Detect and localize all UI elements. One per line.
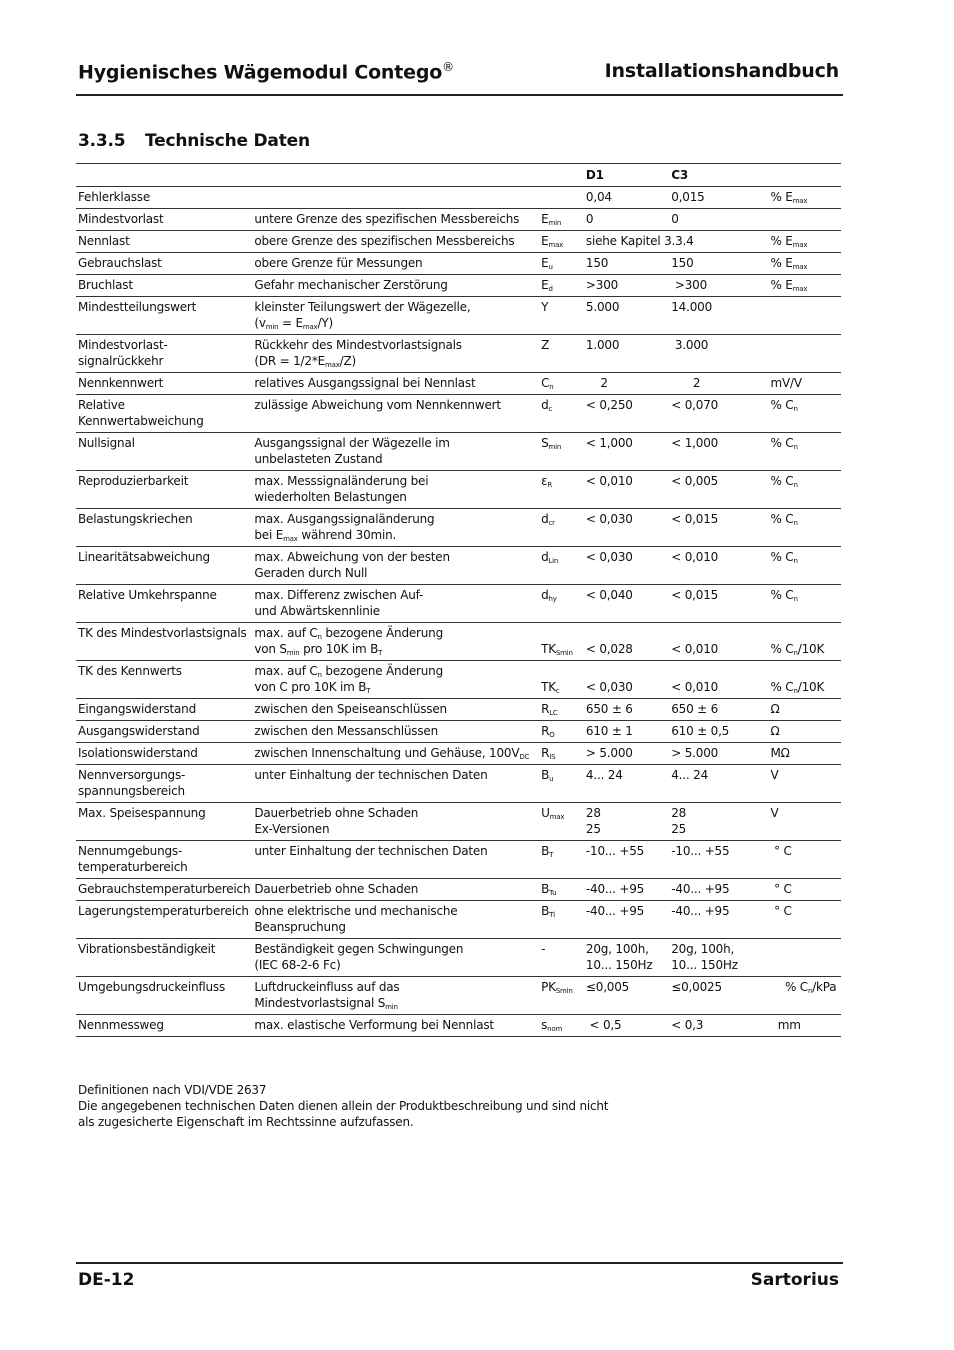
table-cell-d1: -40... +95 (584, 901, 669, 939)
table-cell-c3: -10... +55 (669, 841, 768, 879)
table-cell-unit: % $C_n/10K$ (768, 661, 841, 699)
footnote-line: als zugesicherte Eigenschaft im Rechtssinne aufzufassen. (78, 1115, 414, 1129)
table-cell-symbol: - (539, 939, 584, 977)
column-header-symbol (539, 164, 584, 187)
table-cell-description: max. Messsignaländerung bei wiederholten Belastungen (252, 471, 539, 509)
table-row (76, 471, 841, 509)
table-cell-description: unter Einhaltung der technischen Daten (252, 765, 539, 803)
table-cell-d1: 0,04 (584, 187, 669, 209)
table-cell-d1: siehe Kapitel 3.3.4 (584, 231, 769, 253)
table-cell-parameter: Nennversorgungs- spannungsbereich (76, 765, 252, 803)
table-cell-parameter: Mindestvorlast- signalrückkehr (76, 335, 252, 373)
table-cell-c3: < 0,010 (669, 547, 768, 585)
table-cell-unit (768, 209, 841, 231)
table-cell-d1: -40... +95 (584, 879, 669, 901)
table-row (76, 395, 841, 433)
table-cell-parameter: Relative Kennwertabweichung (76, 395, 252, 433)
table-cell-d1: 4... 24 (584, 765, 669, 803)
table-cell-parameter: Linearitätsabweichung (76, 547, 252, 585)
table-cell-d1: 1.000 (584, 335, 669, 373)
table-cell-symbol: $U_{max}$ (539, 803, 584, 841)
registered-mark: ® (442, 60, 454, 74)
table-cell-symbol: $d_c$ (539, 395, 584, 433)
table-cell-description: Ausgangssignal der Wägezelle im unbelasteten Zustand (252, 433, 539, 471)
table-cell-c3: < 0,005 (669, 471, 768, 509)
table-cell-d1: < 0,030 (584, 547, 669, 585)
table-cell-symbol: $d_{cr}$ (539, 509, 584, 547)
table-cell-c3: > 5.000 (669, 743, 768, 765)
table-cell-parameter: Nullsignal (76, 433, 252, 471)
table-cell-unit (768, 939, 841, 977)
table-cell-unit: ° C (768, 841, 841, 879)
table-cell-d1: 2 (584, 373, 669, 395)
table-cell-c3: 3.000 (669, 335, 768, 373)
table-cell-d1: < 0,028 (584, 623, 669, 661)
table-cell-symbol: Y (539, 297, 584, 335)
table-cell-d1: > 5.000 (584, 743, 669, 765)
page-header (76, 58, 843, 96)
table-cell-description: obere Grenze für Messungen (252, 253, 539, 275)
table-cell-symbol: $E_{min}$ (539, 209, 584, 231)
table-cell-symbol: $R_O$ (539, 721, 584, 743)
table-cell-c3: < 1,000 (669, 433, 768, 471)
table-cell-description: Gefahr mechanischer Zerstörung (252, 275, 539, 297)
table-cell-symbol: $C_n$ (539, 373, 584, 395)
table-cell-parameter: Nennlast (76, 231, 252, 253)
table-cell-symbol: $E_u$ (539, 253, 584, 275)
table-cell-description: obere Grenze des spezifischen Messbereichs (252, 231, 539, 253)
table-cell-unit: % $C_n/10K$ (768, 623, 841, 661)
table-cell-parameter: Eingangswiderstand (76, 699, 252, 721)
table-cell-parameter: Vibrationsbeständigkeit (76, 939, 252, 977)
page-number: DE-12 (78, 1270, 135, 1290)
table-cell-c3: 28 25 (669, 803, 768, 841)
table-cell-parameter: Max. Speisespannung (76, 803, 252, 841)
table-cell-unit: Ω (768, 699, 841, 721)
table-cell-description: zwischen den Speiseanschlüssen (252, 699, 539, 721)
table-cell-parameter: Isolationswiderstand (76, 743, 252, 765)
table-row (76, 623, 841, 661)
table-cell-symbol: $TK_c$ (539, 661, 584, 699)
table-cell-symbol: $\varepsilon_R$ (539, 471, 584, 509)
table-cell-symbol: $E_d$ (539, 275, 584, 297)
column-header-c3: C3 (669, 164, 768, 187)
table-cell-d1: 150 (584, 253, 669, 275)
table-row (76, 275, 841, 297)
table-cell-unit: % $C_n$ (768, 509, 841, 547)
table-cell-c3: 150 (669, 253, 768, 275)
table-cell-description: Dauerbetrieb ohne Schaden (252, 879, 539, 901)
technical-data-table (76, 163, 841, 1037)
table-row (76, 433, 841, 471)
table-cell-c3: < 0,070 (669, 395, 768, 433)
table-cell-d1: >300 (584, 275, 669, 297)
table-row (76, 879, 841, 901)
table-row (76, 977, 841, 1015)
table-row (76, 1015, 841, 1037)
table-cell-parameter: TK des Kennwerts (76, 661, 252, 699)
company-name: Sartorius (750, 1270, 839, 1290)
table-row (76, 231, 841, 253)
table-cell-d1: < 0,030 (584, 509, 669, 547)
table-cell-d1: 28 25 (584, 803, 669, 841)
table-cell-c3: 610 ± 0,5 (669, 721, 768, 743)
section-title: Technische Daten (145, 131, 310, 151)
table-cell-unit: V (768, 765, 841, 803)
column-header-unit (768, 164, 841, 187)
table-row (76, 335, 841, 373)
table-row (76, 699, 841, 721)
table-cell-unit: % $C_n$ (768, 433, 841, 471)
table-cell-description: ohne elektrische und mechanische Beanspruchung (252, 901, 539, 939)
table-cell-unit (768, 297, 841, 335)
table-cell-parameter: Mindestteilungswert (76, 297, 252, 335)
table-row (76, 721, 841, 743)
table-row (76, 585, 841, 623)
table-cell-parameter: Lagerungstemperaturbereich (76, 901, 252, 939)
table-cell-c3: < 0,015 (669, 509, 768, 547)
table-cell-unit: % $C_n$ (768, 585, 841, 623)
table-cell-description: max. auf $C_n$ bezogene Änderung von $S_{min}$ pro 10K im $B_T$ (252, 623, 539, 661)
table-cell-c3: 14.000 (669, 297, 768, 335)
table-cell-parameter: Gebrauchstemperaturbereich (76, 879, 252, 901)
footnote-line: Definitionen nach VDI/VDE 2637 (78, 1083, 267, 1097)
table-cell-symbol: $R_{LC}$ (539, 699, 584, 721)
table-cell-c3: 0,015 (669, 187, 768, 209)
table-cell-d1: < 0,010 (584, 471, 669, 509)
table-cell-unit: ° C (768, 879, 841, 901)
page-footer (76, 1262, 843, 1290)
footnote (78, 1082, 608, 1130)
table-row (76, 939, 841, 977)
table-cell-c3: -40... +95 (669, 879, 768, 901)
table-cell-symbol: Z (539, 335, 584, 373)
table-row (76, 297, 841, 335)
table-cell-description: untere Grenze des spezifischen Messbereichs (252, 209, 539, 231)
table-cell-parameter: TK des Mindestvorlastsignals (76, 623, 252, 661)
table-cell-unit: % $E_{max}$ (768, 187, 841, 209)
table-cell-c3: 0 (669, 209, 768, 231)
table-cell-description: Beständigkeit gegen Schwingungen (IEC 68-2-6 Fc) (252, 939, 539, 977)
table-row (76, 209, 841, 231)
table-cell-unit: mm (768, 1015, 841, 1037)
table-cell-d1: 650 ± 6 (584, 699, 669, 721)
table-cell-unit (768, 335, 841, 373)
table-cell-d1: < 0,5 (584, 1015, 669, 1037)
table-cell-parameter: Ausgangswiderstand (76, 721, 252, 743)
table-cell-d1: ≤0,005 (584, 977, 669, 1015)
table-cell-description (252, 187, 539, 209)
table-row (76, 743, 841, 765)
table-cell-c3: 2 (669, 373, 768, 395)
table-row (76, 901, 841, 939)
document-title: Hygienisches Wägemodul Contego® (78, 60, 454, 84)
table-cell-description: max. Differenz zwischen Auf- und Abwärtskennlinie (252, 585, 539, 623)
table-cell-symbol (539, 187, 584, 209)
table-cell-parameter: Fehlerklasse (76, 187, 252, 209)
table-cell-description: Rückkehr des Mindestvorlastsignals $(DR = 1/2*E_{max}/Z)$ (252, 335, 539, 373)
table-cell-symbol: $d_{hy}$ (539, 585, 584, 623)
table-cell-unit: % $E_{max}$ (768, 231, 841, 253)
table-cell-symbol: $E_{max}$ (539, 231, 584, 253)
table-cell-c3: >300 (669, 275, 768, 297)
table-cell-symbol: $S_{min}$ (539, 433, 584, 471)
table-cell-unit: % $E_{max}$ (768, 275, 841, 297)
footnote-line: Die angegebenen technischen Daten dienen allein der Produktbeschreibung und sind nicht (78, 1099, 609, 1113)
table-cell-description: kleinster Teilungswert der Wägezelle, $(v_{min} = E_{max}/Y)$ (252, 297, 539, 335)
table-cell-parameter: Umgebungsdruckeinfluss (76, 977, 252, 1015)
table-cell-parameter: Nennumgebungs- temperaturbereich (76, 841, 252, 879)
table-row (76, 841, 841, 879)
table-cell-d1: < 0,040 (584, 585, 669, 623)
table-cell-c3: 650 ± 6 (669, 699, 768, 721)
section-number: 3.3.5 (78, 131, 126, 151)
table-cell-description: zwischen den Messanschlüssen (252, 721, 539, 743)
table-cell-d1: 5.000 (584, 297, 669, 335)
table-cell-unit: % $E_{max}$ (768, 253, 841, 275)
column-header-d1: D1 (584, 164, 669, 187)
table-body (76, 187, 841, 1037)
table-cell-d1: 0 (584, 209, 669, 231)
table-cell-parameter: Nennkennwert (76, 373, 252, 395)
table-cell-parameter: Mindestvorlast (76, 209, 252, 231)
table-cell-parameter: Nennmessweg (76, 1015, 252, 1037)
table-cell-description: zwischen Innenschaltung und Gehäuse, $100V_{DC}$ (252, 743, 539, 765)
table-cell-unit: % $C_n$ (768, 471, 841, 509)
table-row (76, 765, 841, 803)
column-header-description (252, 164, 539, 187)
table-cell-description: unter Einhaltung der technischen Daten (252, 841, 539, 879)
table-cell-unit: V (768, 803, 841, 841)
table-cell-symbol: $B_T$ (539, 841, 584, 879)
table-row (76, 509, 841, 547)
table-cell-d1: 20g, 100h, 10... 150Hz (584, 939, 669, 977)
table-cell-c3: -40... +95 (669, 901, 768, 939)
table-row (76, 803, 841, 841)
table-cell-unit: MΩ (768, 743, 841, 765)
table-cell-parameter: Relative Umkehrspanne (76, 585, 252, 623)
table-cell-symbol: $B_u$ (539, 765, 584, 803)
table-row (76, 187, 841, 209)
table-cell-c3: 20g, 100h, 10... 150Hz (669, 939, 768, 977)
table-cell-symbol: $d_{Lin}$ (539, 547, 584, 585)
table-cell-description: max. auf $C_n$ bezogene Änderung von C pro 10K im $B_T$ (252, 661, 539, 699)
table-cell-description: max. Abweichung von der besten Geraden durch Null (252, 547, 539, 585)
table-cell-d1: -10... +55 (584, 841, 669, 879)
table-cell-unit: ° C (768, 901, 841, 939)
table-cell-description: zulässige Abweichung vom Nennkennwert (252, 395, 539, 433)
table-cell-d1: < 1,000 (584, 433, 669, 471)
table-cell-description: max. Ausgangssignaländerung bei $E_{max}$ während 30min. (252, 509, 539, 547)
table-cell-c3: < 0,010 (669, 623, 768, 661)
table-cell-symbol: $PK_{Smin}$ (539, 977, 584, 1015)
table-cell-unit: % $C_n$ (768, 547, 841, 585)
table-cell-unit: mV/V (768, 373, 841, 395)
table-cell-parameter: Reproduzierbarkeit (76, 471, 252, 509)
table-cell-parameter: Gebrauchslast (76, 253, 252, 275)
table-cell-d1: 610 ± 1 (584, 721, 669, 743)
table-cell-unit: Ω (768, 721, 841, 743)
table-cell-unit: % $C_n$ (768, 395, 841, 433)
table-cell-c3: < 0,015 (669, 585, 768, 623)
table-row (76, 661, 841, 699)
table-cell-c3: 4... 24 (669, 765, 768, 803)
table-cell-description: Dauerbetrieb ohne Schaden Ex-Versionen (252, 803, 539, 841)
table-cell-parameter: Bruchlast (76, 275, 252, 297)
table-cell-parameter: Belastungskriechen (76, 509, 252, 547)
column-header-parameter (76, 164, 252, 187)
table-cell-unit: % $C_n$/kPa (768, 977, 841, 1015)
table-cell-d1: < 0,030 (584, 661, 669, 699)
table-cell-symbol: $TK_{Smin}$ (539, 623, 584, 661)
table-cell-c3: ≤0,0025 (669, 977, 768, 1015)
table-cell-description: max. elastische Verformung bei Nennlast (252, 1015, 539, 1037)
section-heading (78, 131, 310, 151)
table-cell-c3: < 0,010 (669, 661, 768, 699)
manual-title: Installationshandbuch (604, 60, 839, 82)
table-row (76, 253, 841, 275)
table-header-row (76, 164, 841, 187)
table-cell-c3: < 0,3 (669, 1015, 768, 1037)
table-cell-d1: < 0,250 (584, 395, 669, 433)
table-cell-symbol: $R_{IS}$ (539, 743, 584, 765)
table-cell-description: Luftdruckeinfluss auf das Mindestvorlastsignal $S_{min}$ (252, 977, 539, 1015)
table-cell-description: relatives Ausgangssignal bei Nennlast (252, 373, 539, 395)
table-cell-symbol: $s_{nom}$ (539, 1015, 584, 1037)
table-row (76, 547, 841, 585)
table-cell-symbol: $B_{Tu}$ (539, 879, 584, 901)
table-row (76, 373, 841, 395)
table-cell-symbol: $B_{Tl}$ (539, 901, 584, 939)
